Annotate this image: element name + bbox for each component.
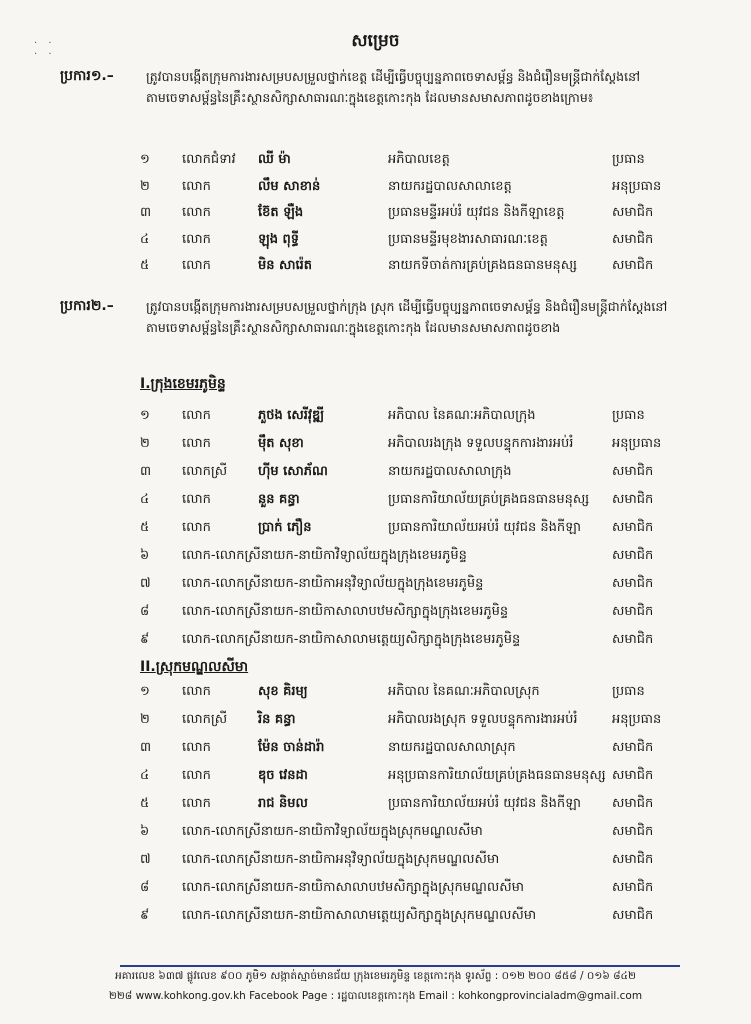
member-name: ឌុច វេនដា [258, 768, 308, 783]
member-honorific: លោក [182, 740, 211, 755]
member-number: ២ [140, 178, 150, 194]
member-name: សុខ គិរម្យ [258, 684, 308, 699]
member-row [0, 488, 751, 512]
member-honorific: លោកស្រី [182, 464, 228, 479]
member-position: អនុប្រធានការិយាល័យគ្រប់គ្រងធនធានមនុស្ស [388, 768, 606, 783]
group-description: លោក-លោកស្រីនាយក-នាយិកាវិទ្យាល័យក្នុងក្រុងខេមរភូមិន្ទ [182, 548, 467, 563]
member-role: ប្រធាន [612, 684, 645, 699]
member-number: ៦ [140, 548, 150, 563]
member-position: ប្រធានមន្ទីរអប់រំ យុវជន និងកីឡាខេត្ត [388, 205, 565, 220]
member-number: ៣ [140, 464, 152, 479]
member-row [0, 432, 751, 456]
member-number: ៣ [140, 205, 152, 220]
member-name: ខ៊ែត ឡឺង [258, 205, 304, 220]
member-honorific: លោក [182, 258, 211, 273]
member-row [0, 254, 751, 278]
member-row [0, 404, 751, 428]
member-number: ១ [140, 684, 150, 699]
group-description: លោក-លោកស្រីនាយក-នាយិកាសាលាបឋមសិក្សាក្នុងក្រុងខេមរភូមិន្ទ [182, 604, 509, 619]
member-role: សមាជិក [612, 464, 654, 479]
member-role: សមាជិក [612, 880, 654, 895]
scan-marks: · · · · [34, 38, 56, 60]
member-row [0, 228, 751, 252]
group-description: លោក-លោកស្រីនាយក-នាយិកាសាលាមត្តេយ្យសិក្សាក្នុងក្រុងខេមរភូមិន្ទ [182, 632, 521, 647]
member-position: ប្រធានការិយាល័យអប់រំ យុវជន និងកីឡា [388, 796, 582, 811]
member-name: ឡុង ពុទ្ធី [258, 231, 300, 247]
article-2-text: ត្រូវបានបង្កើតក្រុមការងារសម្របសម្រួលថ្នាក់ក្រុង ស្រុក ដើម្បីធ្វើបច្ចុប្បន្នភាពចេទាសម្ព័ន្ធ និងជំរឿនមន្ត្រីជាក់ស្តែងនៅតាមចេទាសម្ព័ន្ធនៃគ្រឹះស្ថានសិក្សាសាធារណៈក្នុងខេត្តកោះកុង ដែលមានសមាសភាពដូចខាង [146, 299, 668, 335]
member-role: សមាជិក [612, 258, 654, 273]
member-honorific: លោក [182, 492, 211, 507]
member-role: សមាជិក [612, 604, 654, 619]
member-honorific: លោក [182, 205, 211, 220]
member-role: សមាជិក [612, 908, 654, 923]
member-role: ប្រធាន [612, 152, 645, 167]
member-name: ឈី ម៉ា [258, 152, 291, 167]
group-row [0, 820, 751, 844]
group-description: លោក-លោកស្រីនាយក-នាយិកាអនុវិទ្យាល័យក្នុងស្រុកមណ្ឌលសីមា [182, 852, 500, 867]
member-row [0, 148, 751, 172]
member-honorific: លោក [182, 408, 211, 423]
member-number: ១ [140, 152, 150, 167]
group-description: លោក-លោកស្រីនាយក-នាយិកាវិទ្យាល័យក្នុងស្រុកមណ្ឌលសីមា [182, 824, 483, 839]
member-number: ២ [140, 712, 150, 727]
member-honorific: លោក [182, 684, 211, 699]
member-number: ៩ [140, 632, 150, 647]
group-row [0, 600, 751, 624]
member-name: រាជ និមល [258, 796, 308, 811]
member-number: ៦ [140, 824, 150, 839]
article-1-text: ត្រូវបានបង្កើតក្រុមការងារសម្របសម្រួលថ្នាក់ខេត្ត ដើម្បីធ្វើបច្ចុប្បន្នភាពចេទាសម្ព័ន្ធ និងជំរឿនមន្ត្រីជាក់ស្តែងនៅតាមចេទាសម្ព័ន្ធនៃគ្រឹះស្ថានសិក្សាសាធារណៈក្នុងខេត្តកោះកុង ដែលមានសមាសភាពដូចខាងក្រោម៖ [146, 69, 640, 105]
member-honorific: លោក [182, 178, 211, 194]
member-role: សមាជិក [612, 796, 654, 811]
member-honorific: លោក [182, 768, 211, 783]
footer-address: អគារលេខ ៦៣៧ ផ្លូវលេខ ៩០០ ភូមិ១ សង្កាត់ស្មាច់មានជ័យ ក្រុងខេមរភូមិន្ទ ខេត្តកោះកុង ទូរស័ព្ទ : ០១២ ២០០ ៨៥៨ / ០១៦ ៨៤២ [115, 970, 636, 982]
member-name: ហ៊ីម សោភ័ណ [258, 464, 328, 479]
group-description: លោក-លោកស្រីនាយក-នាយិកាអនុវិទ្យាល័យក្នុងក្រុងខេមរភូមិន្ទ [182, 576, 484, 591]
member-role: សមាជិក [612, 768, 654, 783]
member-number: ៧ [140, 576, 151, 591]
member-row [0, 736, 751, 760]
member-name: ប្រាក់ ភឿន [258, 520, 312, 535]
member-row [0, 764, 751, 788]
member-number: ៥ [140, 796, 150, 811]
group-row [0, 628, 751, 652]
member-number: ៤ [140, 768, 150, 783]
article-2-label: ប្រការ២.– [60, 298, 114, 314]
member-role: សមាជិក [612, 632, 654, 647]
member-number: ១ [140, 408, 150, 423]
group-description: លោក-លោកស្រីនាយក-នាយិកាសាលាមត្តេយ្យសិក្សាក្នុងស្រុកមណ្ឌលសីមា [182, 908, 537, 923]
member-name: នួន គន្ធា [258, 492, 300, 507]
member-number: ៥ [140, 258, 150, 273]
member-number: ៤ [140, 492, 150, 507]
member-role: អនុប្រធាន [612, 712, 662, 727]
member-name: ម៉ែន ចាន់ដារ៉ា [258, 740, 325, 755]
member-position: អភិបាល នៃគណៈអភិបាលក្រុង [388, 408, 536, 423]
member-role: ប្រធាន [612, 408, 645, 423]
member-role: សមាជិក [612, 576, 654, 591]
group-row [0, 876, 751, 900]
member-role: សមាជិក [612, 824, 654, 839]
member-honorific: លោកស្រី [182, 712, 228, 727]
member-position: នាយករដ្ឋបាលសាលាខេត្ត [388, 178, 512, 194]
member-role: សមាជិក [612, 520, 654, 535]
member-honorific: លោកជំទាវ [182, 152, 236, 167]
section-1-heading: I.ក្រុងខេមរភូមិន្ទ [140, 376, 226, 392]
member-number: ៥ [140, 520, 150, 535]
member-position: ប្រធានការិយាល័យអប់រំ យុវជន និងកីឡា [388, 520, 582, 535]
member-position: ប្រធានការិយាល័យគ្រប់គ្រងធនធានមនុស្ស [388, 492, 590, 507]
member-row [0, 201, 751, 225]
footer-contact: ២២៨ www.kohkong.gov.kh Facebook Page : រដ្ឋបាលខេត្តកោះកុង Email : kohkongprovincialadm@gmail.com [108, 990, 643, 1002]
group-description: លោក-លោកស្រីនាយក-នាយិកាសាលាបឋមសិក្សាក្នុងស្រុកមណ្ឌលសីមា [182, 880, 524, 895]
document-title: សម្រេច [351, 31, 400, 51]
section-2-heading: II.ស្រុកមណ្ឌលសីមា [140, 659, 249, 675]
member-position: នាយកទីចាត់ការគ្រប់គ្រងធនធានមនុស្ស [388, 258, 578, 273]
member-number: ៨ [140, 880, 150, 895]
member-row [0, 708, 751, 732]
member-honorific: លោក [182, 796, 211, 811]
group-row [0, 848, 751, 872]
member-role: សមាជិក [612, 548, 654, 563]
member-role: អនុប្រធាន [612, 178, 662, 194]
article-1-label: ប្រការ១.– [60, 68, 114, 84]
member-row [0, 792, 751, 816]
member-role: អនុប្រធាន [612, 436, 662, 451]
member-name: លឹម សាខាន់ [258, 178, 321, 194]
member-number: ៣ [140, 740, 152, 755]
member-position: អភិបាល នៃគណៈអភិបាលស្រុក [388, 684, 540, 699]
member-row [0, 516, 751, 540]
member-position: អភិបាលខេត្ត [388, 152, 450, 167]
member-role: សមាជិក [612, 740, 654, 755]
member-name: ម៉ឹត សុខា [258, 436, 304, 451]
member-role: សមាជិក [612, 231, 654, 247]
member-honorific: លោក [182, 436, 211, 451]
member-number: ៧ [140, 852, 151, 867]
member-role: សមាជិក [612, 205, 654, 220]
group-row [0, 572, 751, 596]
member-role: សមាជិក [612, 852, 654, 867]
member-name: រិន គន្ធា [258, 712, 296, 727]
member-name: ភួថង សេរីវុឌ្ឍី [258, 408, 325, 423]
footer-divider [120, 965, 680, 967]
member-row [0, 680, 751, 704]
member-honorific: លោក [182, 520, 211, 535]
member-position: អភិបាលរងក្រុង ទទួលបន្ទុកការងារអប់រំ [388, 436, 574, 451]
member-honorific: លោក [182, 231, 211, 247]
member-position: នាយករដ្ឋបាលសាលាស្រុក [388, 740, 516, 755]
member-role: សមាជិក [612, 492, 654, 507]
member-position: នាយករដ្ឋបាលសាលាក្រុង [388, 464, 512, 479]
member-number: ៩ [140, 908, 150, 923]
member-number: ៨ [140, 604, 150, 619]
member-number: ២ [140, 436, 150, 451]
member-row [0, 460, 751, 484]
group-row [0, 544, 751, 568]
member-name: មិន សារ៉េត [258, 258, 313, 273]
member-row [0, 175, 751, 199]
member-number: ៤ [140, 231, 150, 247]
member-position: អភិបាលរងស្រុក ទទួលបន្ទុកការងារអប់រំ [388, 712, 578, 727]
group-row [0, 904, 751, 928]
member-position: ប្រធានមន្ទីរមុខងារសាធារណៈខេត្ត [388, 231, 548, 247]
